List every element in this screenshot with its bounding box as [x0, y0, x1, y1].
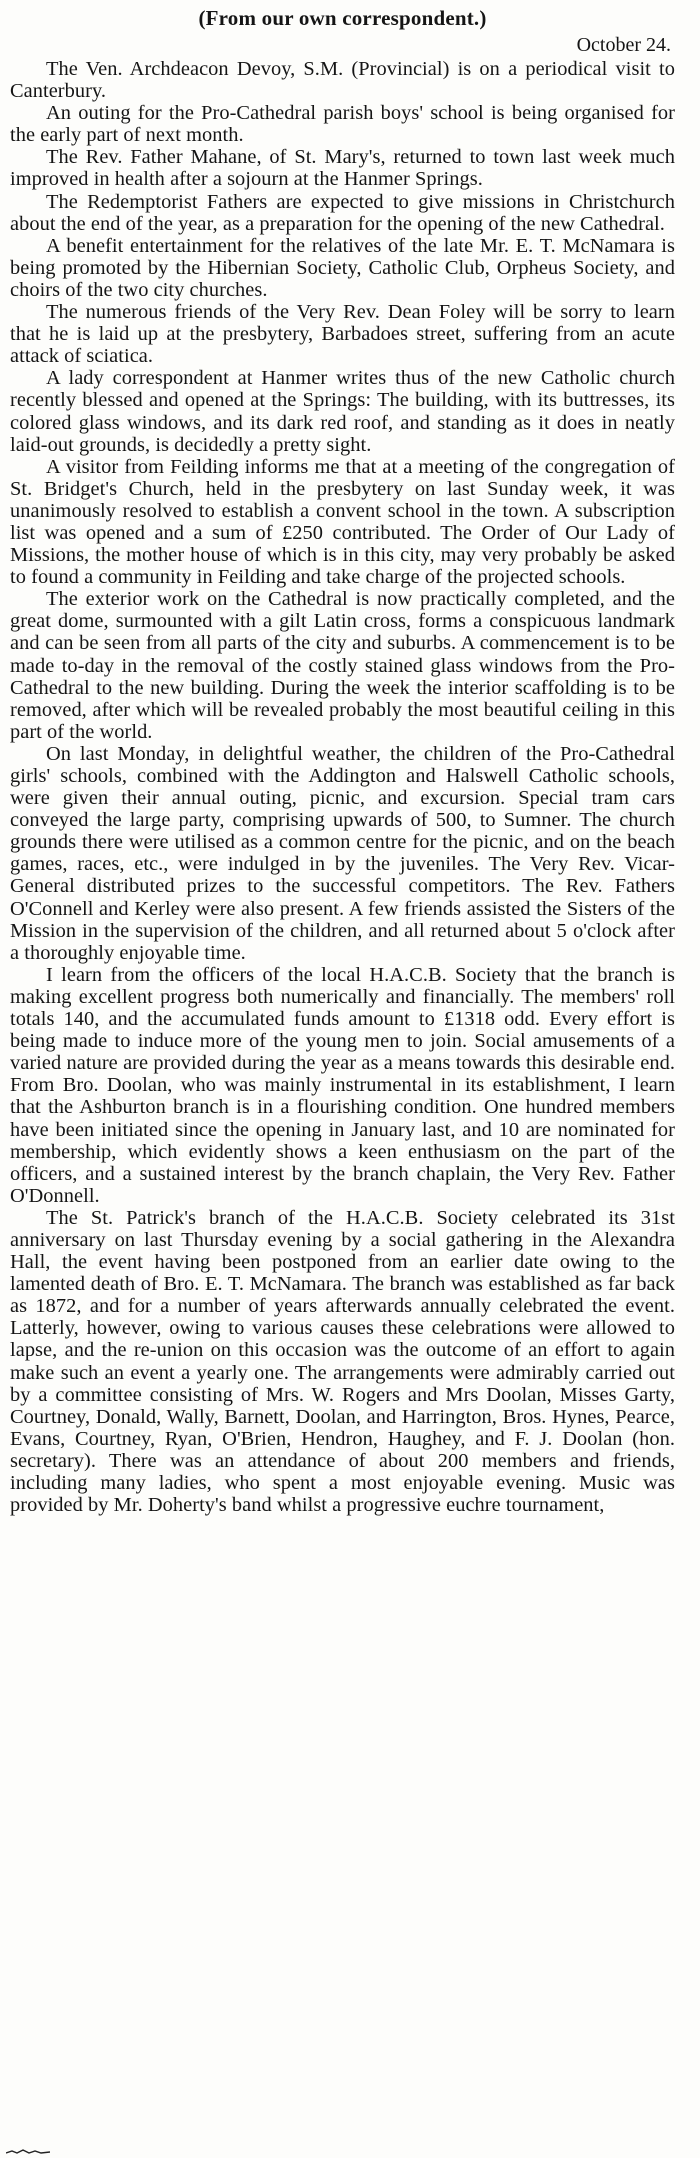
article-paragraph: The Rev. Father Mahane, of St. Mary's, returned to town last week much improved in health after a sojourn at the Hanmer Springs.	[10, 146, 675, 191]
article-paragraph: On last Monday, in delightful weather, the children of the Pro-Cathedral girls' schools, combined with the Addington and Halswell Catholic schools, were given their annual outing, picnic, and excursion. Special tram cars conveyed the large party, comprising upwards of 500, to Sumner. The church grounds there were utilised as a common centre for the picnic, and on the beach games, races, etc., were indulged in by the juveniles. The Very Rev. Vicar-General distributed prizes to the successful competitors. The Rev. Fathers O'Connell and Kerley were also present. A few friends assisted the Sisters of the Mission in the supervision of the children, and all returned about 5 o'clock after a thoroughly enjoyable time.	[10, 742, 675, 964]
article-column	[10, 4, 675, 1516]
article-paragraph: I learn from the officers of the local H.A.C.B. Society that the branch is making excellent progress both numerically and financially. The members' roll totals 140, and the accumulated funds amount to £1318 odd. Every effort is being made to induce more of the young men to join. Social amusements of a varied nature are provided during the year as a means towards this desirable end. From Bro. Doolan, who was mainly instrumental in its establishment, I learn that the Ashburton branch is in a flourishing condition. One hundred members have been initiated since the opening in January last, and 10 are nominated for membership, which evidently shows a keen enthusiasm on the part of the officers, and a sustained interest by the branch chaplain, the Very Rev. Father O'Donnell.	[10, 963, 675, 1207]
article-paragraph: The St. Patrick's branch of the H.A.C.B. Society celebrated its 31st anniversary on last Thursday evening by a social gathering in the Alexandra Hall, the event having been postponed from an earlier date owing to the lamented death of Bro. E. T. McNamara. The branch was established as far back as 1872, and for a number of years afterwards annually celebrated the event. Latterly, however, owing to various causes these celebrations were allowed to lapse, and the re-union on this occasion was the outcome of an effort to again make such an event a yearly one. The arrangements were admirably carried out by a committee consisting of Mrs. W. Rogers and Mrs Doolan, Misses Garty, Courtney, Donald, Wally, Barnett, Doolan, and Harrington, Bros. Hynes, Pearce, Evans, Courtney, Ryan, O'Brien, Hendron, Haughey, and F. J. Doolan (hon. secretary). There was an attendance of about 200 members and friends, including many ladies, who spent a most enjoyable evening. Music was provided by Mr. Doherty's band whilst a progressive euchre tournament,	[10, 1206, 675, 1517]
article-paragraph: The exterior work on the Cathedral is now practically completed, and the great dome, surmounted with a gilt Latin cross, forms a conspicuous landmark and can be seen from all parts of the city and suburbs. A commencement is to be made to-day in the removal of the costly stained glass windows from the Pro-Cathedral to the new building. During the week the interior scaffolding is to be removed, after which will be revealed probably the most beautiful ceiling in this part of the world.	[10, 588, 675, 743]
article-heading: (From our own correspondent.)	[198, 6, 487, 30]
article-paragraph: The numerous friends of the Very Rev. Dean Foley will be sorry to learn that he is laid up at the presbytery, Barbadoes street, suffering from an acute attack of sciatica.	[10, 301, 675, 368]
article-paragraph: A lady correspondent at Hanmer writes thus of the new Catholic church recently blessed and opened at the Springs: The building, with its buttresses, its colored glass windows, and its dark red roof, and standing as it does in neatly laid-out grounds, is decidedly a pretty sight.	[10, 367, 675, 456]
article-dateline: October 24.	[576, 34, 671, 56]
article-paragraph: A visitor from Feilding informs me that at a meeting of the congregation of St. Bridget's Church, held in the presbytery on last Sunday week, it was unanimously resolved to establish a convent school in the town. A subscription list was opened and a sum of £250 contributed. The Order of Our Lady of Missions, the mother house of which is in this city, may very probably be asked to found a community in Feilding and take charge of the projected schools.	[10, 455, 675, 589]
torn-edge-mark	[6, 2149, 50, 2155]
article-paragraph: An outing for the Pro-Cathedral parish boys' school is being organised for the early part of next month.	[10, 102, 675, 147]
article-paragraph: The Redemptorist Fathers are expected to give missions in Christchurch about the end of the year, as a preparation for the opening of the new Cathedral.	[10, 190, 675, 235]
article-paragraph: A benefit entertainment for the relatives of the late Mr. E. T. McNamara is being promoted by the Hibernian Society, Catholic Club, Orpheus Society, and choirs of the two city churches.	[10, 234, 675, 301]
article-paragraph: The Ven. Archdeacon Devoy, S.M. (Provincial) is on a periodical visit to Canterbury.	[10, 58, 675, 103]
